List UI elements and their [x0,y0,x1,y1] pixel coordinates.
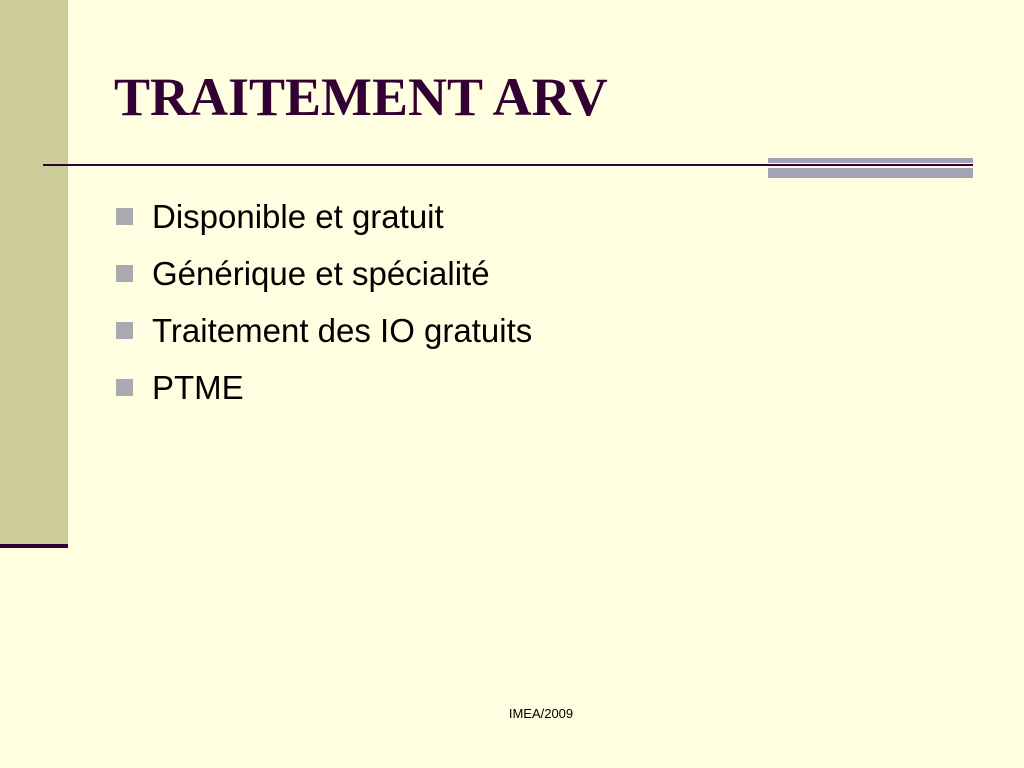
bullet-text: Générique et spécialité [152,254,490,292]
accent-bar-bottom [768,168,973,178]
bullet-item [116,359,532,416]
bullet-item [116,302,532,359]
bullet-item [116,188,532,245]
side-decor-band [0,0,68,545]
bullet-list [116,188,532,416]
gray-square-bullet-icon [116,379,133,396]
slide-title: TRAITEMENT ARV [114,67,608,127]
title-divider-rule [43,164,973,166]
side-decor-underline [0,544,68,548]
bullet-item [116,245,532,302]
gray-square-bullet-icon [116,265,133,282]
bullet-text: PTME [152,368,244,406]
bullet-text: Disponible et gratuit [152,197,444,235]
bullet-text: Traitement des IO gratuits [152,311,533,349]
slide-footer: IMEA/2009 [508,706,574,721]
gray-square-bullet-icon [116,208,133,225]
accent-bar-top [768,158,973,163]
gray-square-bullet-icon [116,322,133,339]
